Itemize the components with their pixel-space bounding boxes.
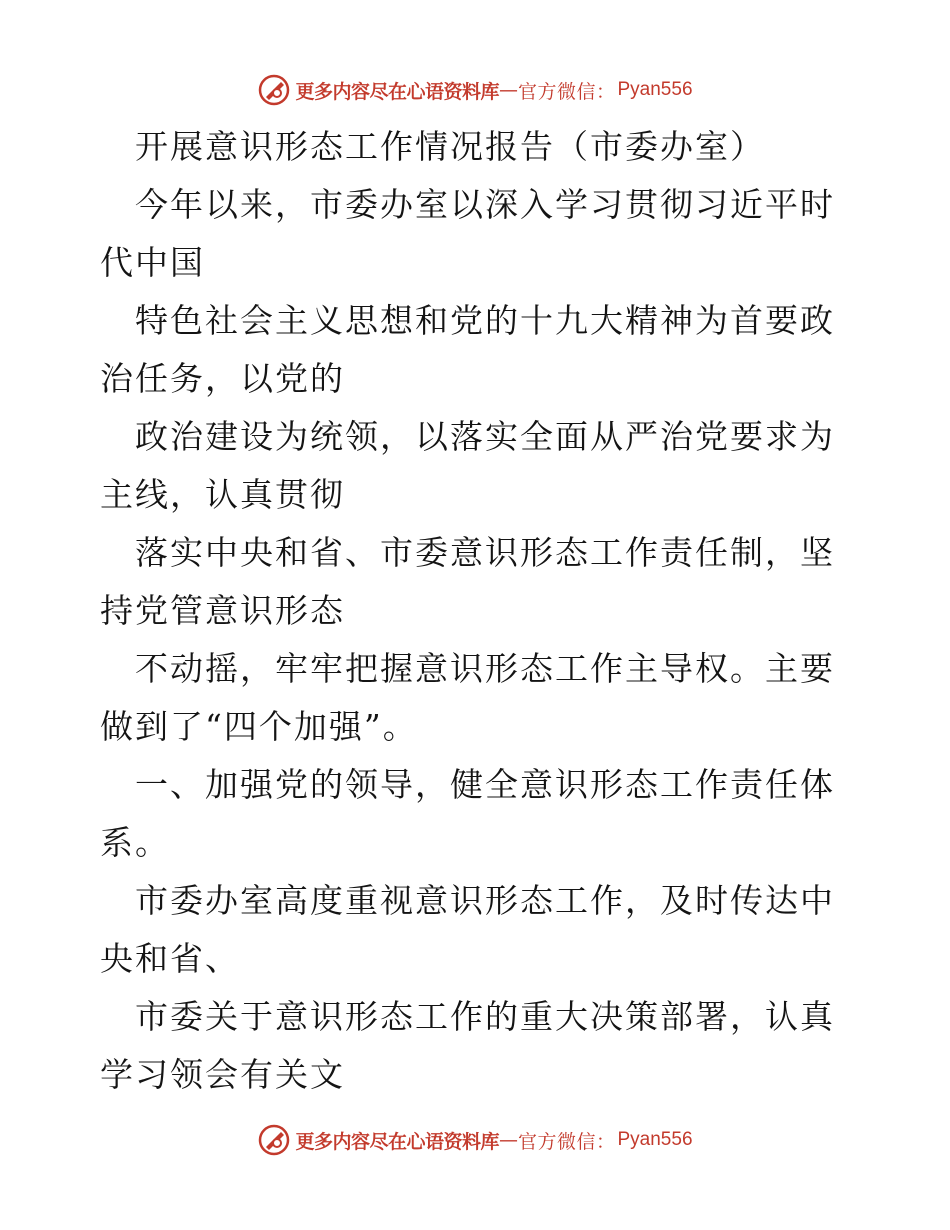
section-heading: 一、加强党的领导，健全意识形态工作责任体系。 xyxy=(100,765,835,862)
document-title: 开展意识形态工作情况报告（市委办室） xyxy=(135,127,765,166)
footer-watermark xyxy=(0,1120,950,1160)
watermark-text: 更多内容尽在心语资料库 xyxy=(295,1130,499,1153)
paragraph: 市委办室高度重视意识形态工作，及时传达中央和省、 xyxy=(100,881,835,978)
paragraph: 不动摇，牢牢把握意识形态工作主导权。主要做到了“四个加强”。 xyxy=(100,649,835,746)
paragraph: 政治建设为统领，以落实全面从严治党要求为主线，认真贯彻 xyxy=(100,417,835,514)
paragraph: 特色社会主义思想和党的十九大精神为首要政治任务，以党的 xyxy=(100,301,835,398)
brand-logo-icon xyxy=(257,1123,291,1157)
watermark-separator: — xyxy=(498,1129,518,1151)
watermark-separator: — xyxy=(498,79,518,101)
paragraph: 今年以来，市委办室以深入学习贯彻习近平时代中国 xyxy=(100,185,835,282)
document-body xyxy=(100,118,860,1104)
brand-logo-icon xyxy=(257,73,291,107)
watermark-wechat-label: 官方微信： xyxy=(517,1130,616,1153)
watermark-wechat-id: Pyan556 xyxy=(617,79,693,100)
header-watermark xyxy=(0,70,950,110)
watermark-text: 更多内容尽在心语资料库 xyxy=(295,80,499,103)
paragraph: 市委关于意识形态工作的重大决策部署，认真学习领会有关文 xyxy=(100,997,835,1094)
paragraph: 落实中央和省、市委意识形态工作责任制，坚持党管意识形态 xyxy=(100,533,835,630)
watermark-wechat-id: Pyan556 xyxy=(617,1129,693,1150)
watermark-wechat-label: 官方微信： xyxy=(517,80,616,103)
